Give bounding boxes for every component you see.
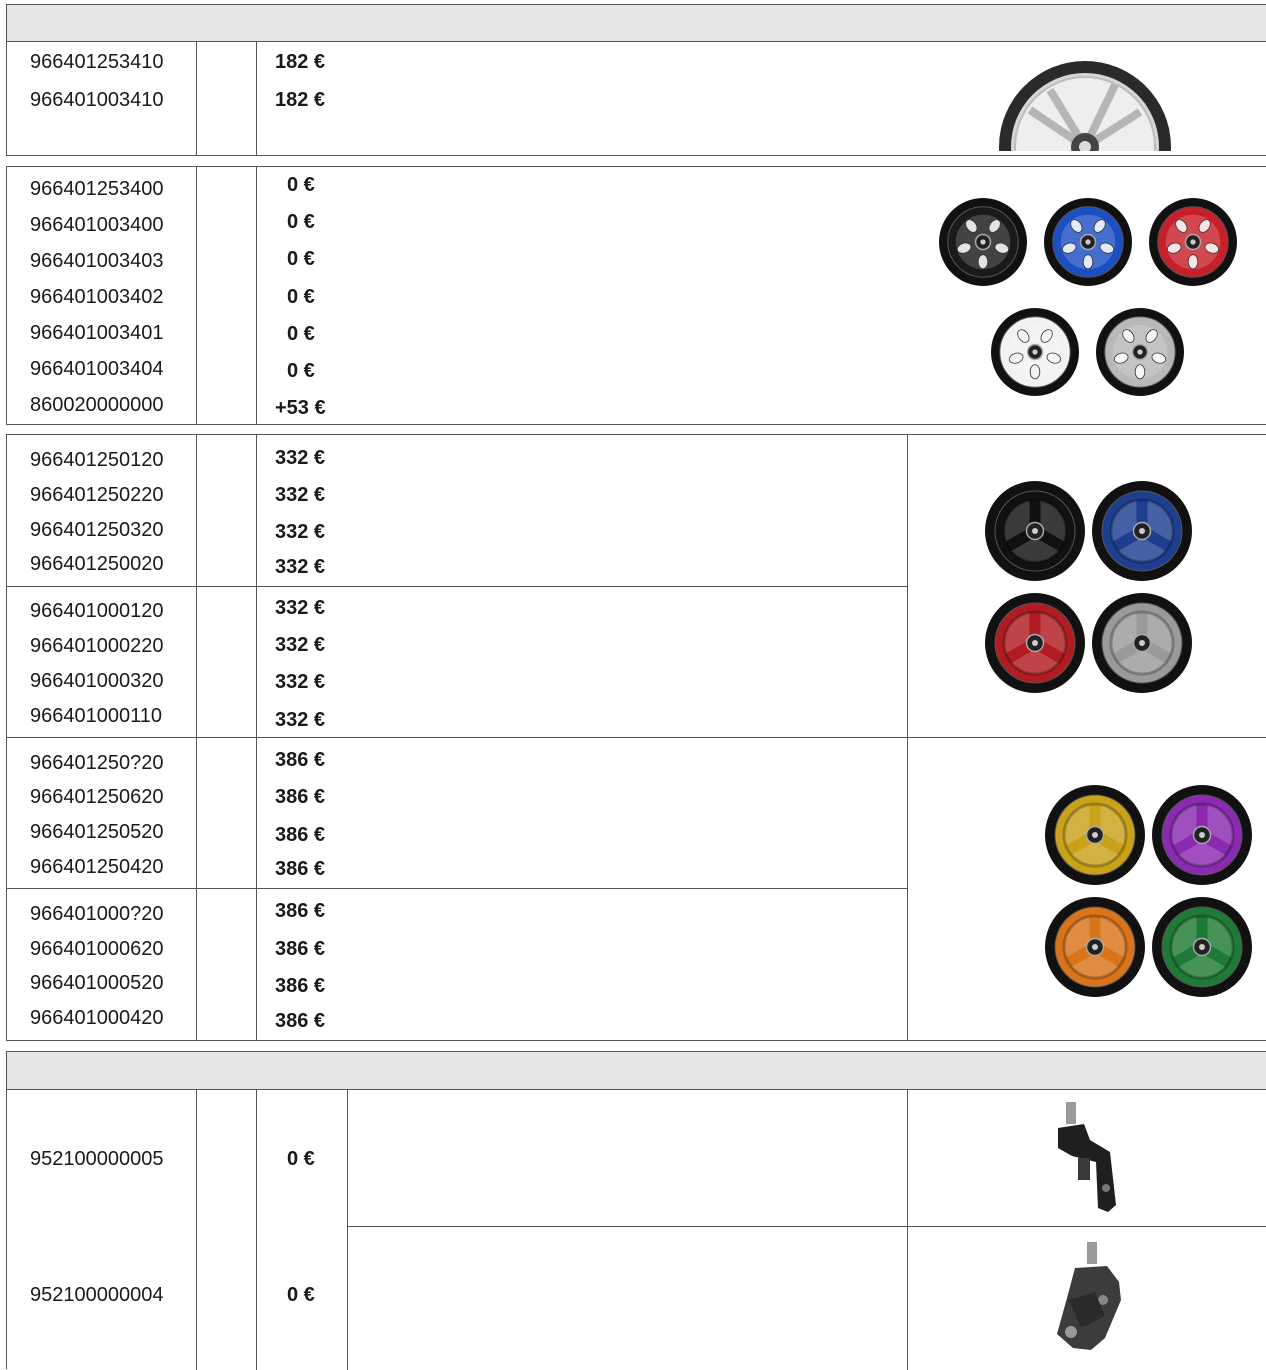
price: 386 €	[275, 938, 326, 960]
caster-5spoke-image	[935, 190, 1245, 405]
article-code: 966401000120	[30, 600, 164, 622]
price: 0 €	[287, 323, 315, 345]
article-code: 966401000420	[30, 1007, 164, 1029]
caster-wheel-icon	[1092, 593, 1192, 693]
article-code: 952100000005	[30, 1148, 164, 1170]
article-code: 966401003410	[30, 89, 164, 111]
article-code: 860020000000	[30, 394, 164, 416]
caster-wheel-icon	[1149, 198, 1237, 286]
article-code: 966401000220	[30, 635, 164, 657]
caster-wheel-icon	[1152, 897, 1252, 997]
price: 386 €	[275, 900, 326, 922]
article-code: 966401253410	[30, 51, 164, 73]
price: +53 €	[275, 397, 326, 419]
price: 386 €	[275, 749, 326, 771]
caster-3spoke-image-anodized	[1040, 780, 1260, 1004]
article-code: 966401003402	[30, 286, 164, 308]
article-code: 966401000620	[30, 938, 164, 960]
price: 0 €	[287, 174, 315, 196]
article-code: 952100000004	[30, 1284, 164, 1306]
price: 0 €	[287, 248, 315, 270]
caster-wheel-icon	[991, 308, 1079, 396]
price: 0 €	[287, 360, 315, 382]
price: 332 €	[275, 709, 326, 731]
caster-wheel-icon	[1044, 198, 1132, 286]
article-code: 966401000520	[30, 972, 164, 994]
caster-wheel-icon	[1092, 481, 1192, 581]
price: 0 €	[287, 1284, 315, 1306]
section-header-rear-wheels	[6, 4, 1266, 42]
article-code: 966401000320	[30, 670, 164, 692]
article-code: 966401250620	[30, 786, 164, 808]
price: 182 €	[275, 89, 326, 111]
caster-3spoke-image-standard	[980, 476, 1200, 700]
price: 386 €	[275, 824, 326, 846]
article-code: 966401250420	[30, 856, 164, 878]
article-code: 966401003401	[30, 322, 164, 344]
price: 0 €	[287, 286, 315, 308]
article-code: 966401003403	[30, 250, 164, 272]
section-header-forks	[6, 1051, 1266, 1090]
article-code: 966401250320	[30, 519, 164, 541]
price: 332 €	[275, 556, 326, 578]
article-code: 966401003400	[30, 214, 164, 236]
article-code: 966401000?20	[30, 903, 164, 925]
caster-wheel-icon	[939, 198, 1027, 286]
article-code: 966401250020	[30, 553, 164, 575]
caster-wheel-icon	[985, 593, 1085, 693]
price: 386 €	[275, 858, 326, 880]
caster-wheel-icon	[1045, 897, 1145, 997]
price: 386 €	[275, 786, 326, 808]
fork-single-image	[1050, 1100, 1125, 1215]
price: 182 €	[275, 51, 326, 73]
fork-double-image	[1045, 1238, 1130, 1353]
price: 332 €	[275, 447, 326, 469]
caster-wheel-icon	[1096, 308, 1184, 396]
price: 332 €	[275, 521, 326, 543]
article-code: 966401250520	[30, 821, 164, 843]
price: 386 €	[275, 975, 326, 997]
rear-wheel-image	[990, 50, 1180, 152]
article-code: 966401250?20	[30, 752, 164, 774]
price: 332 €	[275, 671, 326, 693]
article-code: 966401003404	[30, 358, 164, 380]
article-code: 966401250120	[30, 449, 164, 471]
price: 332 €	[275, 597, 326, 619]
price: 332 €	[275, 634, 326, 656]
price: 0 €	[287, 211, 315, 233]
caster-wheel-icon	[1152, 785, 1252, 885]
article-code: 966401250220	[30, 484, 164, 506]
price: 332 €	[275, 484, 326, 506]
article-code: 966401253400	[30, 178, 164, 200]
price: 386 €	[275, 1010, 326, 1032]
article-code: 966401000110	[30, 705, 162, 727]
caster-wheel-icon	[1045, 785, 1145, 885]
caster-wheel-icon	[985, 481, 1085, 581]
price: 0 €	[287, 1148, 315, 1170]
